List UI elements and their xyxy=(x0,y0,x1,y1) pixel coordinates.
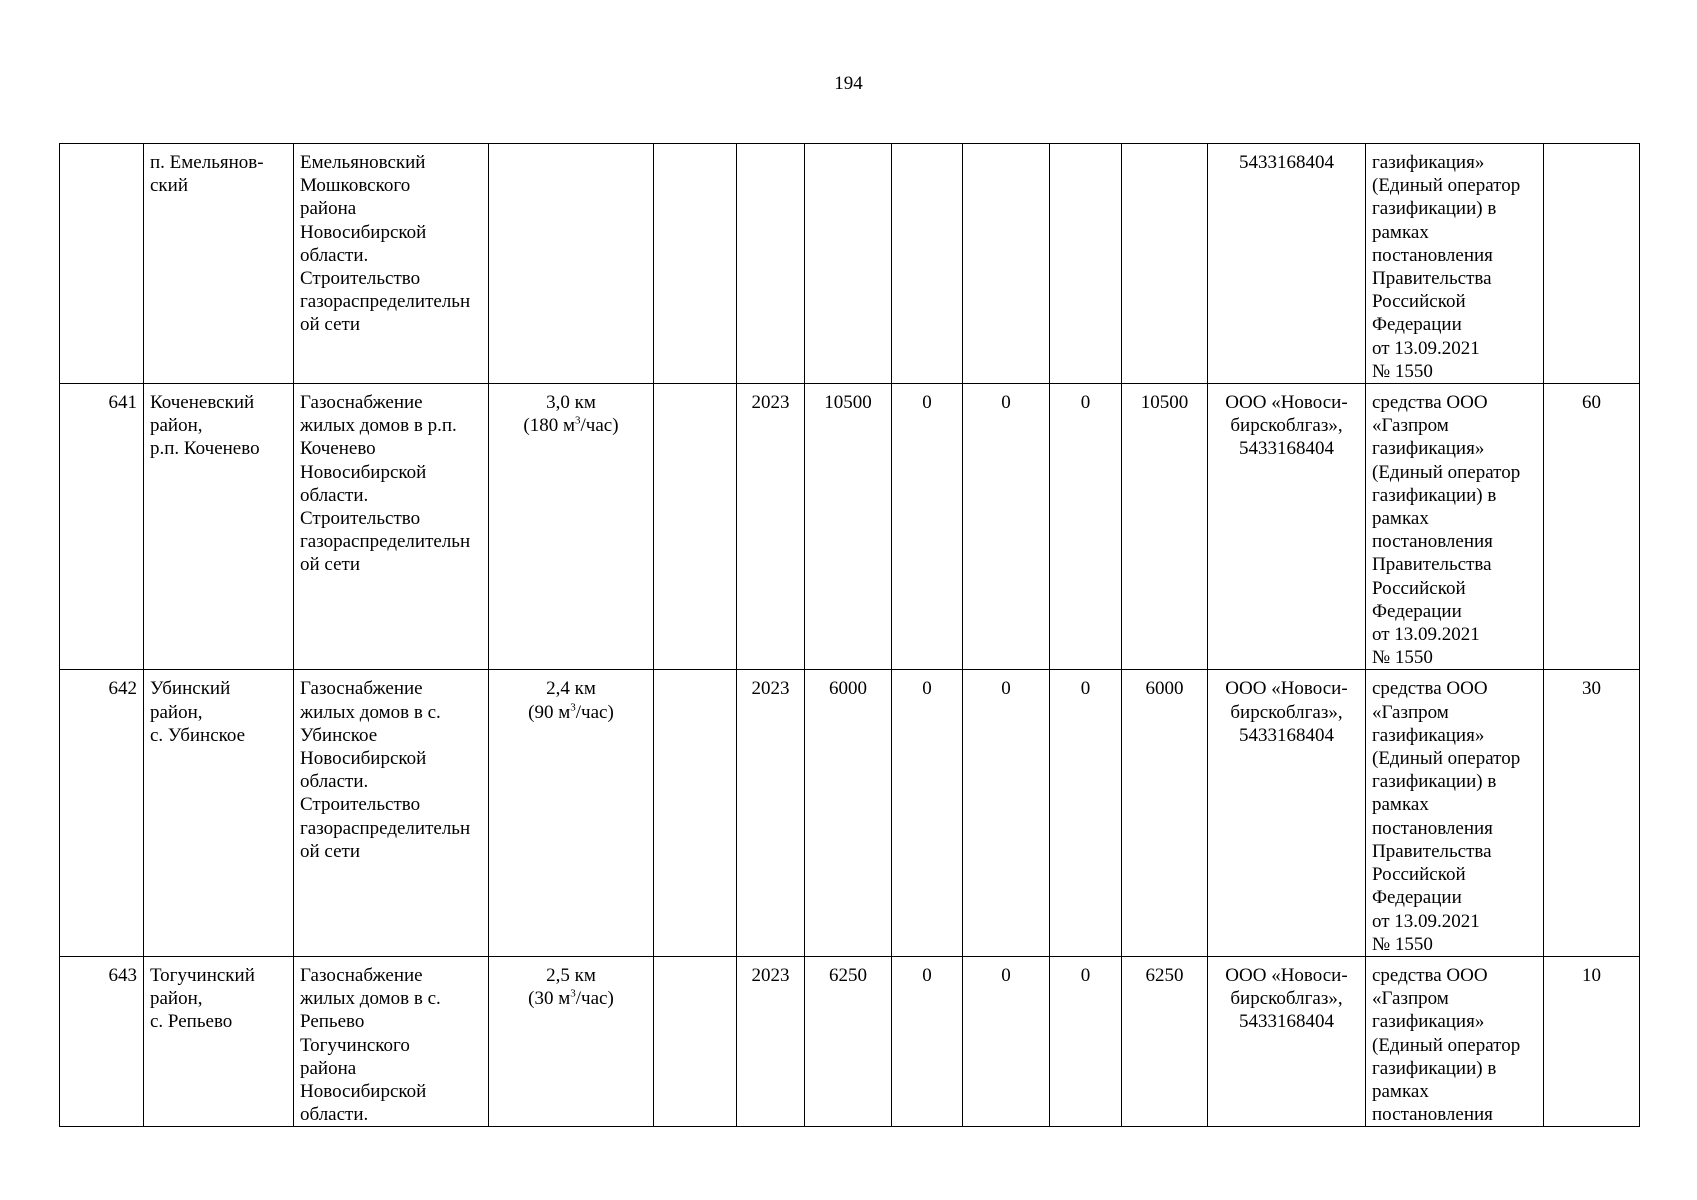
object-cell-line: Новосибирской xyxy=(300,748,427,770)
funding-source-cell-line: «Газпром xyxy=(1372,988,1449,1010)
empty-cell xyxy=(654,384,737,670)
capacity-text: (90 м xyxy=(528,701,571,723)
federal-budget-cell: 0 xyxy=(892,384,963,670)
funding-source-cell-line: рамках xyxy=(1372,508,1429,530)
object-cell-line: области. xyxy=(300,484,369,506)
other-sources-cell xyxy=(1122,144,1208,384)
table-row xyxy=(60,956,1640,1126)
operator-cell-line: ООО «Новоси- xyxy=(1225,678,1348,700)
funding-source-cell-line: Правительства xyxy=(1372,840,1492,862)
row-number-cell: 642 xyxy=(60,670,144,956)
capacity-value xyxy=(495,414,647,437)
area-cell-line: с. Убинское xyxy=(150,724,246,746)
operator-cell xyxy=(1208,956,1366,1126)
capacity-unit-tail: /час) xyxy=(575,988,614,1010)
local-budget-cell: 0 xyxy=(1050,384,1122,670)
area-cell-line: Убинский xyxy=(150,678,231,700)
local-budget-cell: 0 xyxy=(1050,670,1122,956)
funding-source-cell-line: рамках xyxy=(1372,1080,1429,1102)
funding-source-cell-line: Федерации xyxy=(1372,600,1462,622)
funding-source-cell xyxy=(1366,384,1544,670)
capacity-unit-tail: /час) xyxy=(575,701,614,723)
funding-source-cell-line: газификации) в xyxy=(1372,1057,1497,1079)
area-cell xyxy=(144,670,294,956)
total-cost-cell: 6250 xyxy=(805,956,892,1126)
object-cell-line: Газоснабжение xyxy=(300,678,423,700)
funding-source-cell-line: Правительства xyxy=(1372,268,1492,290)
total-cost-cell: 6000 xyxy=(805,670,892,956)
length-value: 2,4 км xyxy=(546,678,596,700)
funding-source-cell-line: Российской xyxy=(1372,864,1466,886)
operator-cell-line: 5433168404 xyxy=(1239,724,1334,746)
object-cell-line: Репьево xyxy=(300,1011,365,1033)
funding-source-cell-line: постановления xyxy=(1372,1104,1493,1126)
funding-source-cell-line: № 1550 xyxy=(1372,933,1433,955)
object-cell-line: района xyxy=(300,1057,357,1079)
other-sources-cell: 6000 xyxy=(1122,670,1208,956)
capacity-value xyxy=(495,701,647,724)
object-cell-line: Новосибирской xyxy=(300,461,427,483)
table-row xyxy=(60,144,1640,384)
federal-budget-cell: 0 xyxy=(892,670,963,956)
capacity-cell xyxy=(489,384,654,670)
area-cell-line: р.п. Коченево xyxy=(150,438,260,460)
funding-source-cell-line: средства ООО xyxy=(1372,678,1488,700)
federal-budget-cell: 0 xyxy=(892,956,963,1126)
row-number-cell: 641 xyxy=(60,384,144,670)
funding-source-cell-line: от 13.09.2021 xyxy=(1372,910,1480,932)
operator-cell xyxy=(1208,144,1366,384)
table-row xyxy=(60,670,1640,956)
area-cell xyxy=(144,144,294,384)
year-cell: 2023 xyxy=(737,670,805,956)
area-cell-line: Тогучинский xyxy=(150,964,255,986)
capacity-unit-superscript: 3 xyxy=(575,414,581,427)
page-number: 194 xyxy=(834,73,863,94)
federal-budget-cell xyxy=(892,144,963,384)
object-cell-line: района xyxy=(300,198,357,220)
regional-budget-cell: 0 xyxy=(963,670,1050,956)
area-cell-line: п. Емельянов- xyxy=(150,152,264,173)
other-sources-cell: 10500 xyxy=(1122,384,1208,670)
funding-source-cell-line: средства ООО xyxy=(1372,964,1488,986)
area-cell xyxy=(144,384,294,670)
row-number-cell xyxy=(60,144,144,384)
capacity-unit-superscript: 3 xyxy=(570,987,576,1000)
year-cell: 2023 xyxy=(737,384,805,670)
operator-cell-line: бирскоблгаз», xyxy=(1230,988,1343,1010)
funding-source-cell-line: от 13.09.2021 xyxy=(1372,337,1480,359)
count-cell xyxy=(1544,144,1640,384)
area-cell xyxy=(144,956,294,1126)
capacity-text: (180 м xyxy=(523,415,576,437)
length-value: 2,5 км xyxy=(546,964,596,986)
empty-cell xyxy=(654,670,737,956)
count-cell: 10 xyxy=(1544,956,1640,1126)
funding-source-cell-line: № 1550 xyxy=(1372,360,1433,382)
object-cell-line: Коченево xyxy=(300,438,376,460)
total-cost-cell xyxy=(805,144,892,384)
object-cell-line: ой сети xyxy=(300,314,360,336)
funding-source-cell-line: постановления xyxy=(1372,817,1493,839)
funding-source-cell-line: Правительства xyxy=(1372,554,1492,576)
object-cell-line: жилых домов в р.п. xyxy=(300,415,457,437)
capacity-unit-tail: /час) xyxy=(580,415,619,437)
funding-source-cell-line: (Единый оператор xyxy=(1372,175,1521,197)
regional-budget-cell xyxy=(963,144,1050,384)
object-cell-line: Тогучинского xyxy=(300,1034,410,1056)
area-cell-line: ский xyxy=(150,175,188,197)
funding-source-cell-line: газификации) в xyxy=(1372,771,1497,793)
capacity-cell xyxy=(489,956,654,1126)
funding-source-cell-line: «Газпром xyxy=(1372,415,1449,437)
object-cell-line: Убинское xyxy=(300,724,378,746)
funding-source-cell-line: постановления xyxy=(1372,531,1493,553)
object-cell-line: Емельяновский xyxy=(300,152,426,173)
operator-cell-line: бирскоблгаз», xyxy=(1230,415,1343,437)
funding-source-cell-line: Федерации xyxy=(1372,887,1462,909)
empty-cell xyxy=(654,956,737,1126)
funding-source-cell-line: (Единый оператор xyxy=(1372,1034,1521,1056)
funding-source-cell-line: газификации) в xyxy=(1372,484,1497,506)
empty-cell xyxy=(654,144,737,384)
capacity-value xyxy=(495,987,647,1010)
operator-cell-line: 5433168404 xyxy=(1239,438,1334,460)
funding-source-cell-line: Федерации xyxy=(1372,314,1462,336)
object-cell-line: Строительство xyxy=(300,794,421,816)
length-value: 3,0 км xyxy=(546,392,596,414)
operator-cell-line: ООО «Новоси- xyxy=(1225,964,1348,986)
object-cell-line: Строительство xyxy=(300,268,421,290)
funding-source-cell-line: газификация» xyxy=(1372,1011,1485,1033)
object-cell-line: области. xyxy=(300,771,369,793)
object-cell-line: газораспределительн xyxy=(300,531,471,553)
area-cell-line: район, xyxy=(150,415,203,437)
funding-source-cell xyxy=(1366,670,1544,956)
operator-cell xyxy=(1208,384,1366,670)
operator-cell-line: бирскоблгаз», xyxy=(1230,701,1343,723)
funding-source-cell-line: средства ООО xyxy=(1372,392,1488,414)
object-cell xyxy=(294,956,489,1126)
funding-source-cell-line: газификация» xyxy=(1372,438,1485,460)
object-cell xyxy=(294,384,489,670)
investment-table xyxy=(59,143,1640,1127)
object-cell-line: жилых домов в с. xyxy=(300,988,441,1010)
total-cost-cell: 10500 xyxy=(805,384,892,670)
funding-source-cell-line: газификация» xyxy=(1372,152,1485,173)
object-cell-line: области. xyxy=(300,244,369,266)
funding-source-cell-line: постановления xyxy=(1372,244,1493,266)
funding-source-cell-line: № 1550 xyxy=(1372,647,1433,669)
object-cell-line: области. xyxy=(300,1104,369,1126)
object-cell-line: газораспределительн xyxy=(300,291,471,313)
funding-source-cell-line: (Единый оператор xyxy=(1372,461,1521,483)
object-cell-line: Новосибирской xyxy=(300,1080,427,1102)
local-budget-cell: 0 xyxy=(1050,956,1122,1126)
funding-source-cell-line: газификации) в xyxy=(1372,198,1497,220)
object-cell-line: Газоснабжение xyxy=(300,964,423,986)
object-cell-line: Новосибирской xyxy=(300,221,427,243)
object-cell-line: газораспределительн xyxy=(300,817,471,839)
area-cell-line: Коченевский xyxy=(150,392,255,414)
operator-cell xyxy=(1208,670,1366,956)
local-budget-cell xyxy=(1050,144,1122,384)
funding-source-cell-line: от 13.09.2021 xyxy=(1372,624,1480,646)
operator-cell-line: 5433168404 xyxy=(1239,1011,1334,1033)
count-cell: 30 xyxy=(1544,670,1640,956)
count-cell: 60 xyxy=(1544,384,1640,670)
object-cell-line: ой сети xyxy=(300,554,360,576)
object-cell-line: жилых домов в с. xyxy=(300,701,441,723)
funding-source-cell-line: Российской xyxy=(1372,577,1466,599)
object-cell-line: Мошковского xyxy=(300,175,411,197)
table-row xyxy=(60,384,1640,670)
other-sources-cell: 6250 xyxy=(1122,956,1208,1126)
operator-cell-line: 5433168404 xyxy=(1239,152,1334,173)
regional-budget-cell: 0 xyxy=(963,384,1050,670)
funding-source-cell-line: рамках xyxy=(1372,221,1429,243)
object-cell-line: Газоснабжение xyxy=(300,392,423,414)
capacity-cell xyxy=(489,144,654,384)
object-cell-line: Строительство xyxy=(300,508,421,530)
object-cell xyxy=(294,670,489,956)
capacity-text: (30 м xyxy=(528,988,571,1010)
object-cell xyxy=(294,144,489,384)
funding-source-cell-line: Российской xyxy=(1372,291,1466,313)
regional-budget-cell: 0 xyxy=(963,956,1050,1126)
funding-source-cell-line: «Газпром xyxy=(1372,701,1449,723)
funding-source-cell-line: рамках xyxy=(1372,794,1429,816)
funding-source-cell xyxy=(1366,956,1544,1126)
row-number-cell: 643 xyxy=(60,956,144,1126)
capacity-unit-superscript: 3 xyxy=(570,701,576,714)
area-cell-line: район, xyxy=(150,988,203,1010)
object-cell-line: ой сети xyxy=(300,840,360,862)
year-cell: 2023 xyxy=(737,956,805,1126)
area-cell-line: с. Репьево xyxy=(150,1011,233,1033)
area-cell-line: район, xyxy=(150,701,203,723)
operator-cell-line: ООО «Новоси- xyxy=(1225,392,1348,414)
capacity-cell xyxy=(489,670,654,956)
funding-source-cell xyxy=(1366,144,1544,384)
funding-source-cell-line: (Единый оператор xyxy=(1372,748,1521,770)
year-cell xyxy=(737,144,805,384)
funding-source-cell-line: газификация» xyxy=(1372,724,1485,746)
